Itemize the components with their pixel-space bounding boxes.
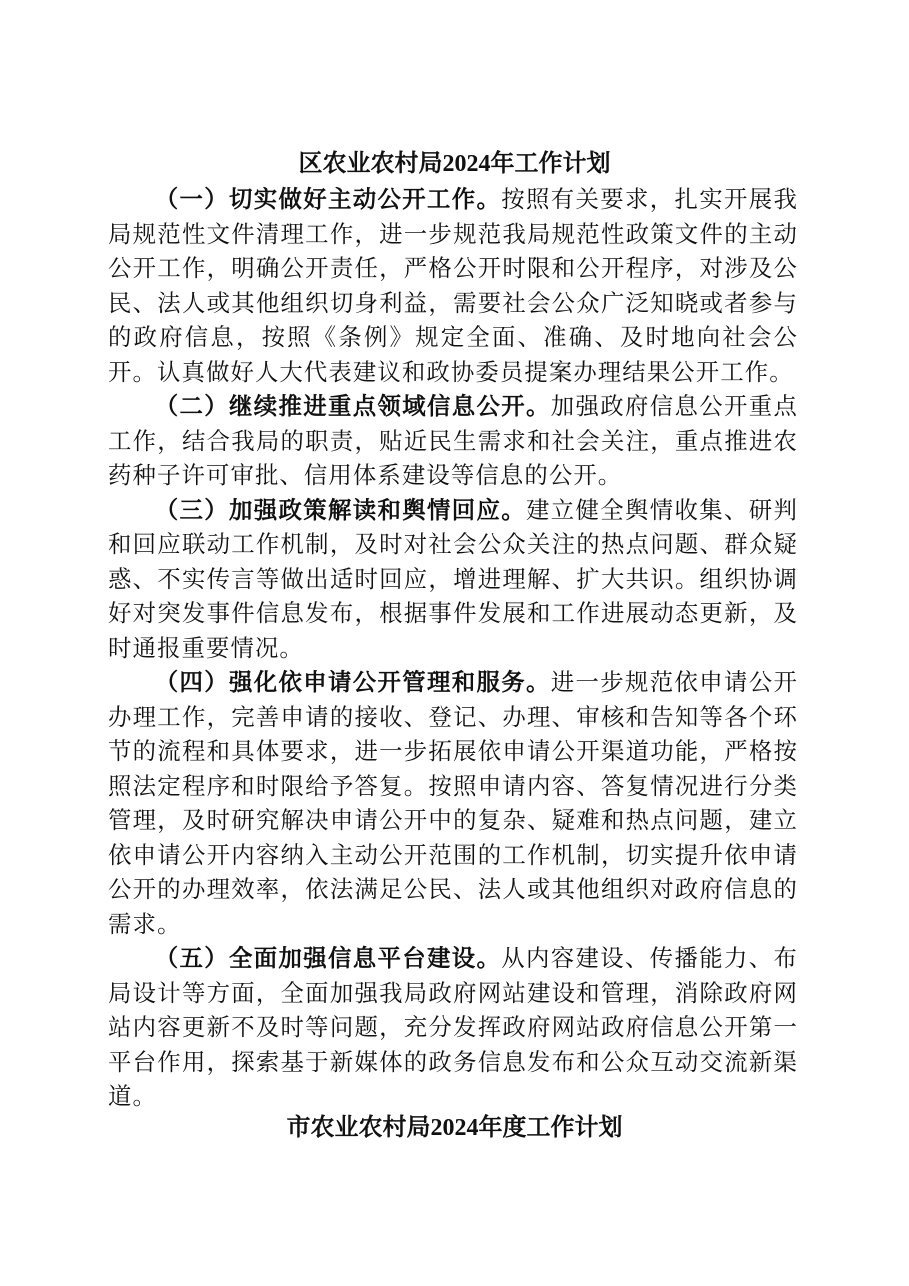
section-1-paragraph xyxy=(108,182,798,389)
document-second-title: 市农业农村局2024年度工作计划 xyxy=(286,1115,623,1141)
section-2-heading: （二）继续推进重点领域信息公开。 xyxy=(154,392,551,420)
section-5-heading: （五）全面加强信息平台建设。 xyxy=(154,944,502,972)
section-1-heading: （一）切实做好主动公开工作。 xyxy=(154,185,502,213)
section-4-text: 进一步规范依申请公开办理工作，完善申请的接收、登记、办理、审核和告知等各个环节的流程和具体要求，进一步拓展依申请公开渠道功能，严格按照法定程序和时限给予答复。按照申请内容、答复情况进行分类管理，及时研究解决申请公开中的复杂、疑难和热点问题，建立依申请公开内容纳入主动公开范围的工作机制，切实提升依申请公开的办理效率，依法满足公民、法人或其他组织对政府信息的需求。 xyxy=(108,668,798,938)
section-4-heading: （四）强化依申请公开管理和服务。 xyxy=(154,668,551,696)
section-3-paragraph xyxy=(108,493,798,666)
section-3-text: 建立健全舆情收集、研判和回应联动工作机制，及时对社会公众关注的热点问题、群众疑惑、不实传言等做出适时回应，增进理解、扩大共识。组织协调好对突发事件信息发布，根据事件发展和工作进展动态更新，及时通报重要情况。 xyxy=(108,495,799,662)
section-2-text: 加强政府信息公开重点工作，结合我局的职责，贴近民生需求和社会关注，重点推进农药种子许可审批、信用体系建设等信息的公开。 xyxy=(108,392,798,489)
section-4-paragraph xyxy=(108,665,798,941)
document-title: 区农业农村局2024年工作计划 xyxy=(298,151,611,177)
section-5-text: 从内容建设、传播能力、布局设计等方面，全面加强我局政府网站建设和管理，消除政府网站内容更新不及时等问题，充分发挥政府网站政府信息公开第一平台作用，探索基于新媒体的政务信息发布和公众互动交流新渠道。 xyxy=(108,944,799,1110)
section-5-paragraph xyxy=(108,941,798,1114)
document-body xyxy=(108,182,798,1114)
section-3-heading: （三）加强政策解读和舆情回应。 xyxy=(154,495,527,524)
section-2-paragraph xyxy=(108,389,798,493)
section-1-text: 按照有关要求，扎实开展我局规范性文件清理工作，进一步规范我局规范性政策文件的主动公开工作，明确公开责任，严格公开时限和公开程序，对涉及公民、法人或其他组织切身利益，需要社会公众广泛知晓或者参与的政府信息，按照《条例》规定全面、准确、及时地向社会公开。认真做好人大代表建议和政协委员提案办理结果公开工作。 xyxy=(108,185,799,386)
